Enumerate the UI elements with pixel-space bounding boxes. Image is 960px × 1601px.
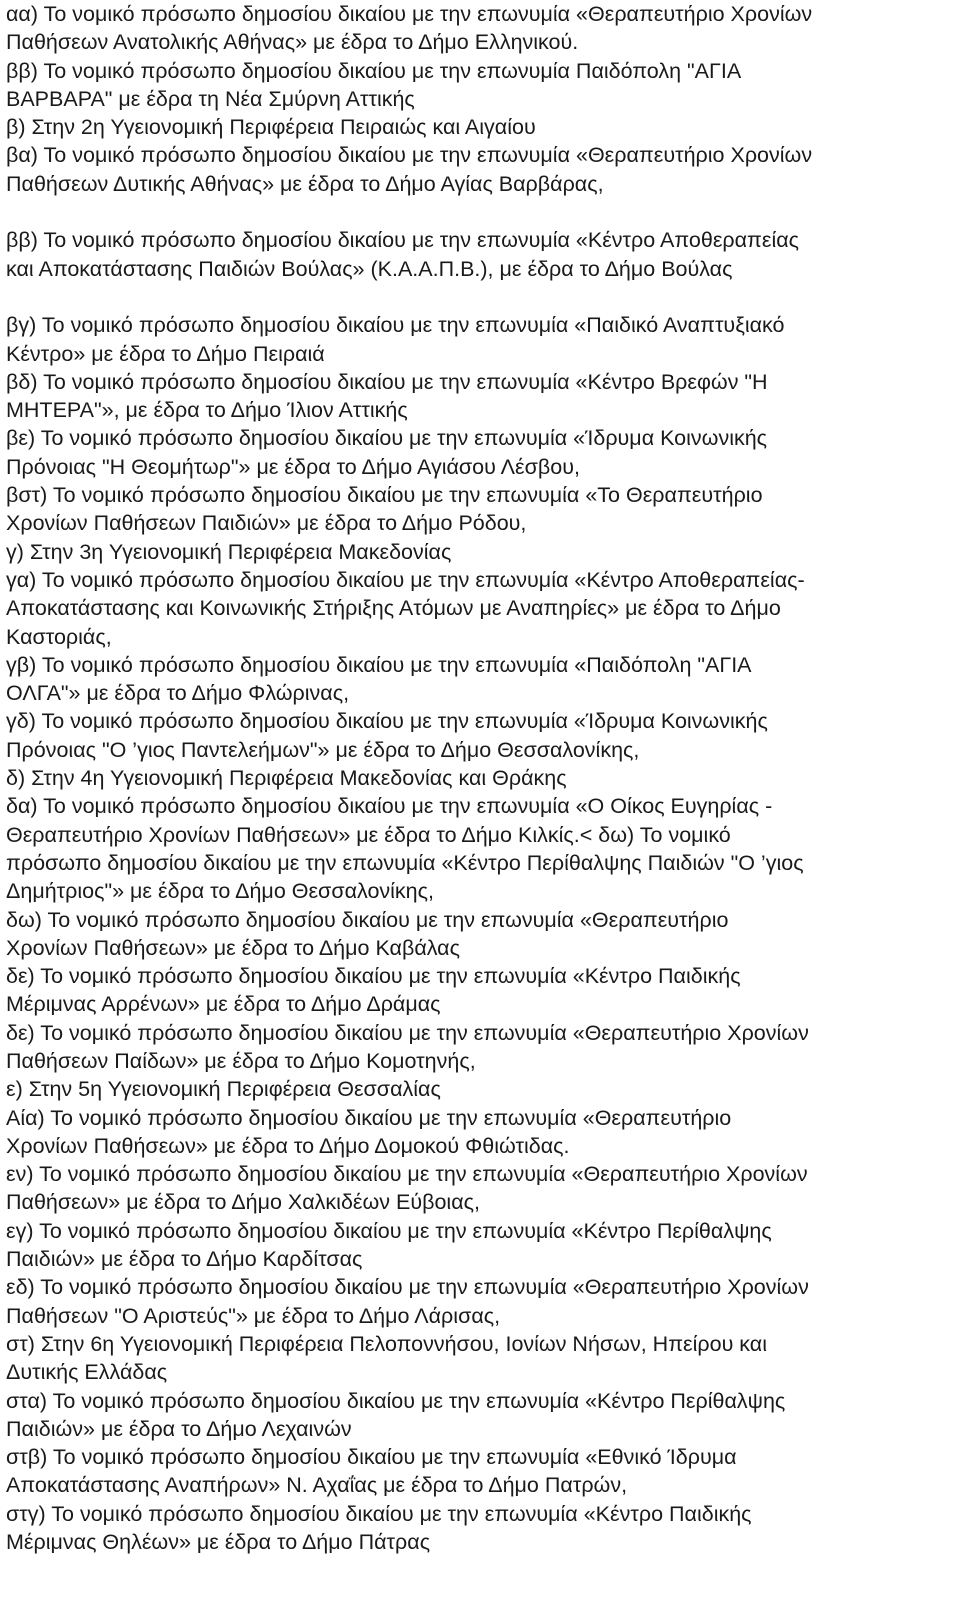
paragraph (6, 792, 954, 905)
paragraph-gap (6, 283, 954, 311)
text-line: Χρονίων Παθήσεων» με έδρα το Δήμο Δομοκού Φθιώτιδας. (6, 1133, 570, 1158)
text-line: Χρονίων Παθήσεων» με έδρα το Δήμο Καβάλας (6, 935, 460, 960)
text-line: εν) Το νομικό πρόσωπο δημοσίου δικαίου με την επωνυμία «Θεραπευτήριο Χρονίων (6, 1162, 808, 1187)
text-line: στβ) Το νομικό πρόσωπο δημοσίου δικαίου με την επωνυμία «Εθνικό Ίδρυμα (6, 1445, 737, 1470)
text-line: Καστοριάς, (6, 624, 112, 649)
paragraph (6, 1019, 954, 1076)
text-line: γ) Στην 3η Υγειονομική Περιφέρεια Μακεδονίας (6, 539, 452, 564)
paragraph (6, 311, 954, 368)
paragraph (6, 651, 954, 708)
paragraph (6, 1273, 954, 1330)
text-line: ΜΗΤΕΡΑ"», με έδρα το Δήμο Ίλιον Αττικής (6, 398, 408, 423)
text-line: γβ) Το νομικό πρόσωπο δημοσίου δικαίου με την επωνυμία «Παιδόπολη "ΑΓΙΑ (6, 652, 752, 677)
text-line: στα) Το νομικό πρόσωπο δημοσίου δικαίου με την επωνυμία «Κέντρο Περίθαλψης (6, 1388, 786, 1413)
text-line: δα) Το νομικό πρόσωπο δημοσίου δικαίου με την επωνυμία «Ο Οίκος Ευγηρίας - (6, 794, 773, 819)
paragraph (6, 0, 954, 57)
text-line: δω) Το νομικό πρόσωπο δημοσίου δικαίου με την επωνυμία «Θεραπευτήριο (6, 907, 729, 932)
text-line: δ) Στην 4η Υγειονομική Περιφέρεια Μακεδονίας και Θράκης (6, 766, 567, 791)
paragraph (6, 141, 954, 198)
text-line: Χρονίων Παθήσεων Παιδιών» με έδρα το Δήμο Ρόδου, (6, 511, 527, 536)
paragraph (6, 707, 954, 764)
paragraph-gap (6, 198, 954, 226)
paragraph (6, 906, 954, 963)
paragraph (6, 538, 954, 566)
text-line: ββ) Το νομικό πρόσωπο δημοσίου δικαίου με την επωνυμία «Κέντρο Αποθεραπείας (6, 228, 800, 253)
paragraph (6, 1104, 954, 1161)
text-line: Παθήσεων "Ο Αριστεύς"» με έδρα το Δήμο Λάρισας, (6, 1303, 501, 1328)
text-line: Παθήσεων Ανατολικής Αθήνας» με έδρα το Δήμο Ελληνικού. (6, 30, 579, 55)
paragraph (6, 1330, 954, 1387)
text-line: ε) Στην 5η Υγειονομική Περιφέρεια Θεσσαλίας (6, 1077, 441, 1102)
text-line: Μέριμνας Θηλέων» με έδρα το Δήμο Πάτρας (6, 1530, 431, 1555)
text-line: Παιδιών» με έδρα το Δήμο Λεχαινών (6, 1416, 352, 1441)
text-line: πρόσωπο δημοσίου δικαίου με την επωνυμία «Κέντρο Περίθαλψης Παιδιών "Ο ’γιος (6, 850, 804, 875)
paragraph (6, 1160, 954, 1217)
paragraph (6, 368, 954, 425)
text-line: γα) Το νομικό πρόσωπο δημοσίου δικαίου με την επωνυμία «Κέντρο Αποθεραπείας- (6, 567, 805, 592)
paragraph (6, 566, 954, 651)
text-line: βδ) Το νομικό πρόσωπο δημοσίου δικαίου με την επωνυμία «Κέντρο Βρεφών "Η (6, 369, 768, 394)
text-line: αα) Το νομικό πρόσωπο δημοσίου δικαίου με την επωνυμία «Θεραπευτήριο Χρονίων (6, 2, 813, 26)
text-line: ΟΛΓΑ"» με έδρα το Δήμο Φλώρινας, (6, 681, 350, 706)
paragraph (6, 1387, 954, 1444)
text-line: Αποκατάστασης Αναπήρων» Ν. Αχαΐας με έδρα το Δήμο Πατρών, (6, 1473, 628, 1498)
text-line: Κέντρο» με έδρα το Δήμο Πειραιά (6, 341, 325, 366)
text-line: δε) Το νομικό πρόσωπο δημοσίου δικαίου με την επωνυμία «Θεραπευτήριο Χρονίων (6, 1020, 809, 1045)
text-line: βγ) Το νομικό πρόσωπο δημοσίου δικαίου με την επωνυμία «Παιδικό Αναπτυξιακό (6, 313, 785, 338)
text-line: ββ) Το νομικό πρόσωπο δημοσίου δικαίου με την επωνυμία Παιδόπολη "ΑΓΙΑ (6, 58, 742, 83)
text-line: Δημήτριος"» με έδρα το Δήμο Θεσσαλονίκης, (6, 879, 434, 904)
text-line: βε) Το νομικό πρόσωπο δημοσίου δικαίου με την επωνυμία «Ίδρυμα Κοινωνικής (6, 426, 768, 451)
text-line: Μέριμνας Αρρένων» με έδρα το Δήμο Δράμας (6, 992, 441, 1017)
text-line: και Αποκατάστασης Παιδιών Βούλας» (Κ.Α.Α.Π.Β.), με έδρα το Δήμο Βούλας (6, 256, 733, 281)
text-line: δε) Το νομικό πρόσωπο δημοσίου δικαίου με την επωνυμία «Κέντρο Παιδικής (6, 964, 741, 989)
paragraph (6, 1500, 954, 1557)
text-line: γδ) Το νομικό πρόσωπο δημοσίου δικαίου με την επωνυμία «Ίδρυμα Κοινωνικής (6, 709, 768, 734)
text-line: Πρόνοιας "Ο ’γιος Παντελεήμων"» με έδρα το Δήμο Θεσσαλονίκης, (6, 737, 640, 762)
text-line: στ) Στην 6η Υγειονομική Περιφέρεια Πελοποννήσου, Ιονίων Νήσων, Ηπείρου και (6, 1331, 768, 1356)
paragraph (6, 481, 954, 538)
paragraph (6, 1075, 954, 1103)
text-line: Αία) Το νομικό πρόσωπο δημοσίου δικαίου με την επωνυμία «Θεραπευτήριο (6, 1105, 732, 1130)
paragraph (6, 424, 954, 481)
paragraph (6, 57, 954, 114)
text-line: Παθήσεων» με έδρα το Δήμο Χαλκιδέων Εύβοιας, (6, 1190, 480, 1215)
document-page (6, 0, 954, 1556)
paragraph (6, 962, 954, 1019)
text-line: Αποκατάστασης και Κοινωνικής Στήριξης Ατόμων με Αναπηρίες» με έδρα το Δήμο (6, 596, 781, 621)
text-line: βστ) Το νομικό πρόσωπο δημοσίου δικαίου με την επωνυμία «Το Θεραπευτήριο (6, 483, 763, 508)
text-line: β) Στην 2η Υγειονομική Περιφέρεια Πειραιώς και Αιγαίου (6, 115, 536, 140)
paragraph (6, 113, 954, 141)
text-line: Θεραπευτήριο Χρονίων Παθήσεων» με έδρα το Δήμο Κιλκίς.< δω) Το νομικό (6, 822, 731, 847)
paragraph (6, 226, 954, 283)
text-line: εγ) Το νομικό πρόσωπο δημοσίου δικαίου με την επωνυμία «Κέντρο Περίθαλψης (6, 1218, 772, 1243)
text-line: Παθήσεων Δυτικής Αθήνας» με έδρα το Δήμο Αγίας Βαρβάρας, (6, 171, 604, 196)
paragraph (6, 764, 954, 792)
text-line: βα) Το νομικό πρόσωπο δημοσίου δικαίου με την επωνυμία «Θεραπευτήριο Χρονίων (6, 143, 813, 168)
text-line: ΒΑΡΒΑΡΑ" με έδρα τη Νέα Σμύρνη Αττικής (6, 86, 415, 111)
text-line: Παθήσεων Παίδων» με έδρα το Δήμο Κομοτηνής, (6, 1048, 476, 1073)
text-line: εδ) Το νομικό πρόσωπο δημοσίου δικαίου με την επωνυμία «Θεραπευτήριο Χρονίων (6, 1275, 809, 1300)
text-line: Παιδιών» με έδρα το Δήμο Καρδίτσας (6, 1247, 363, 1272)
text-line: Δυτικής Ελλάδας (6, 1360, 168, 1385)
paragraph (6, 1217, 954, 1274)
paragraph (6, 1443, 954, 1500)
text-line: Πρόνοιας "Η Θεομήτωρ"» με έδρα το Δήμο Αγιάσου Λέσβου, (6, 454, 580, 479)
text-line: στγ) Το νομικό πρόσωπο δημοσίου δικαίου με την επωνυμία «Κέντρο Παιδικής (6, 1501, 752, 1526)
